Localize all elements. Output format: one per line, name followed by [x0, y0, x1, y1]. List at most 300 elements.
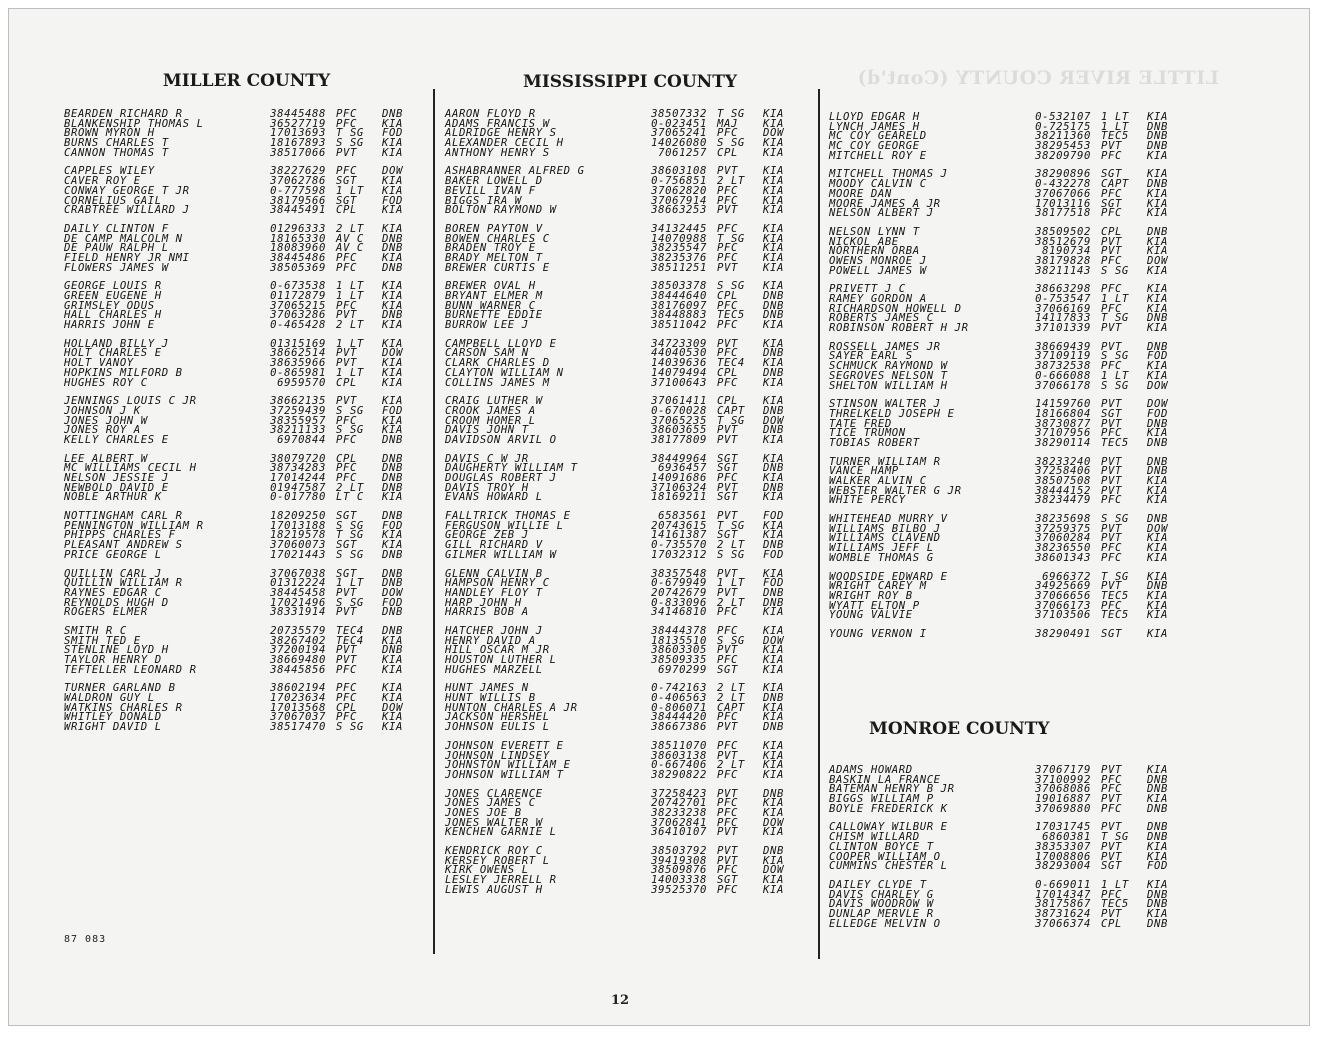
- entry-name: HUNTON CHARLES A JR: [445, 701, 578, 714]
- entry-status: DNB: [1147, 455, 1168, 468]
- entry-rank: CPL: [336, 452, 357, 465]
- entry-serial: 17013693: [270, 127, 326, 140]
- entry-serial: 38505369: [270, 261, 326, 274]
- entry-status: DNB: [382, 577, 403, 590]
- entry-serial: 37067066: [1035, 187, 1091, 200]
- entry-name: BIGGS WILLIAM P: [829, 793, 934, 806]
- entry-name: ELLEDGE MELVIN O: [829, 917, 941, 930]
- entry-status: KIA: [382, 539, 403, 552]
- entry-serial: 37066656: [1035, 589, 1091, 602]
- entry-serial: 38448883: [651, 309, 707, 322]
- roster-entry: [64, 206, 429, 216]
- entry-status: KIA: [382, 424, 403, 437]
- entry-name: BURNS CHARLES T: [64, 137, 169, 150]
- entry-name: WILLIAMS CLAVEND: [829, 532, 941, 545]
- entry-rank: PVT: [1101, 580, 1122, 593]
- entry-serial: 14026080: [651, 137, 707, 150]
- entry-serial: 01172879: [270, 290, 326, 302]
- entry-rank: PVT: [1101, 235, 1122, 248]
- roster-entry: [64, 608, 429, 618]
- entry-rank: 1 LT: [336, 366, 364, 379]
- entry-serial: 0-432278: [1035, 178, 1091, 191]
- entry-status: DNB: [763, 462, 784, 475]
- entry-name: GILL RICHARD V: [445, 539, 543, 552]
- entry-serial: 38635966: [270, 357, 326, 370]
- entry-status: KIA: [1147, 475, 1168, 487]
- entry-serial: 34132445: [651, 222, 707, 235]
- entry-name: DAVIS TROY H: [445, 481, 529, 494]
- entry-name: BRADEN TROY E: [445, 242, 536, 255]
- entry-serial: 6970844: [277, 433, 326, 446]
- entry-rank: 2 LT: [336, 481, 364, 494]
- roster-entry: [64, 146, 429, 159]
- entry-serial: 17031745: [1035, 821, 1091, 834]
- entry-serial: 38290114: [1035, 436, 1091, 449]
- entry-serial: 0-756851: [651, 175, 707, 188]
- entry-rank: 1 LT: [1101, 120, 1129, 133]
- entry-rank: TEC5: [1101, 898, 1129, 911]
- entry-name: ROSSELL JAMES JR: [829, 340, 941, 353]
- roster-entry: [445, 493, 815, 503]
- entry-rank: SGT: [336, 567, 357, 580]
- entry-rank: PVT: [717, 721, 738, 734]
- entry-name: GREEN EUGENE H: [64, 290, 162, 302]
- roster-group: [829, 627, 1199, 640]
- entry-serial: 37258423: [651, 787, 707, 800]
- entry-status: DOW: [763, 414, 784, 427]
- entry-rank: PVT: [336, 586, 357, 599]
- entry-name: SMITH R C: [64, 624, 127, 637]
- entry-status: KIA: [763, 472, 784, 484]
- roster-entry: [445, 768, 815, 781]
- roster-group: [64, 282, 429, 330]
- entry-serial: 38503378: [651, 280, 707, 293]
- entry-name: DAVIS C W JR: [445, 452, 529, 465]
- entry-status: KIA: [763, 682, 784, 695]
- document-code: 87 083: [64, 934, 107, 945]
- entry-serial: 38444378: [651, 624, 707, 637]
- entry-status: KIA: [763, 606, 784, 619]
- entry-rank: T SG: [1101, 831, 1129, 844]
- entry-name: CROOM HOMER L: [445, 414, 536, 427]
- entry-status: KIA: [1147, 264, 1168, 277]
- entry-serial: 37062786: [270, 175, 326, 188]
- entry-rank: PFC: [717, 319, 738, 332]
- roster-group: [829, 766, 1199, 814]
- entry-rank: T SG: [717, 232, 745, 245]
- entry-serial: 38295453: [1035, 140, 1091, 153]
- entry-status: DNB: [1147, 917, 1168, 930]
- entry-name: BEARDEN RICHARD R: [64, 108, 183, 120]
- entry-name: BATEMAN HENRY B JR: [829, 783, 955, 796]
- entry-name: CLARK CHARLES D: [445, 357, 550, 370]
- roster-entry: [445, 663, 815, 676]
- entry-rank: TEC5: [1101, 436, 1129, 449]
- entry-status: KIA: [382, 146, 403, 159]
- entry-serial: 37258406: [1035, 465, 1091, 478]
- entry-serial: 37066374: [1035, 917, 1091, 930]
- entry-name: FALLTRICK THOMAS E: [445, 510, 571, 523]
- entry-serial: 0-865981: [270, 366, 326, 379]
- entry-name: BRADY MELTON T: [445, 251, 543, 264]
- entry-serial: 0-406563: [651, 692, 707, 705]
- entry-serial: 37066169: [1035, 302, 1091, 315]
- entry-serial: 37065215: [270, 299, 326, 312]
- entry-serial: 0-673538: [270, 280, 326, 293]
- entry-name: CLAYTON WILLIAM N: [445, 366, 564, 379]
- entry-serial: 38227629: [270, 165, 326, 178]
- entry-status: FOD: [763, 548, 784, 561]
- entry-status: KIA: [382, 366, 403, 379]
- roster-entry: [829, 209, 1199, 219]
- entry-serial: 37066178: [1035, 379, 1091, 392]
- entry-name: NEWBOLD DAVID E: [64, 481, 169, 494]
- entry-status: DOW: [1147, 254, 1168, 267]
- entry-serial: 18219578: [270, 529, 326, 542]
- roster-group: [829, 170, 1199, 218]
- entry-status: KIA: [382, 721, 403, 734]
- entry-status: KIA: [1147, 235, 1168, 248]
- entry-name: YOUNG VALVIE: [829, 609, 913, 622]
- entry-rank: PFC: [717, 472, 738, 484]
- roster-entry: [64, 548, 429, 561]
- bleed-through-heading: LITTLE RIVER COUNTY (Cont'd): [856, 67, 1219, 89]
- entry-name: DAILY CLINTON F: [64, 222, 169, 235]
- entry-serial: 38331914: [270, 606, 326, 619]
- entry-rank: PFC: [1101, 542, 1122, 555]
- entry-status: DNB: [1147, 436, 1168, 449]
- entry-status: KIA: [763, 376, 784, 389]
- entry-name: JOHNSON LINDSEY: [445, 749, 550, 762]
- entry-rank: PFC: [1101, 599, 1122, 612]
- entry-status: KIA: [382, 395, 403, 408]
- roster-entry: [445, 548, 815, 561]
- entry-status: KIA: [763, 826, 784, 839]
- entry-rank: PFC: [1101, 551, 1122, 564]
- roster-entry: [445, 608, 815, 618]
- roster-entry: [445, 376, 815, 389]
- entry-name: GRIMSLEY ODUS: [64, 299, 155, 312]
- entry-serial: 37068086: [1035, 783, 1091, 796]
- entry-status: DNB: [763, 692, 784, 705]
- roster-entry: [829, 611, 1199, 621]
- entry-rank: PVT: [1101, 821, 1122, 834]
- entry-serial: 37106324: [651, 481, 707, 494]
- entry-rank: PVT: [336, 347, 357, 360]
- entry-serial: 14003338: [651, 874, 707, 887]
- entry-name: KENCHEN GARNIE L: [445, 826, 557, 839]
- entry-serial: 37103506: [1035, 609, 1091, 622]
- entry-name: DAVIS WOODROW W: [829, 898, 934, 911]
- entry-serial: 38290491: [1035, 627, 1091, 640]
- entry-name: NOBLE ARTHUR K: [64, 491, 162, 504]
- entry-rank: PFC: [336, 472, 357, 484]
- entry-status: DNB: [382, 433, 403, 446]
- entry-status: KIA: [763, 108, 784, 120]
- roster-entry: [64, 723, 429, 733]
- entry-status: DOW: [382, 165, 403, 178]
- entry-rank: PVT: [336, 395, 357, 408]
- entry-serial: 37259375: [1035, 522, 1091, 535]
- entry-rank: SGT: [1101, 860, 1122, 873]
- entry-status: KIA: [763, 806, 784, 819]
- entry-name: SAYER EARL S: [829, 350, 913, 363]
- entry-rank: TEC4: [336, 624, 364, 637]
- roster-group: [64, 624, 429, 676]
- entry-name: FLOWERS JAMES W: [64, 261, 169, 274]
- entry-rank: S SG: [717, 634, 745, 647]
- roster-entry: [445, 261, 815, 274]
- entry-status: FOD: [382, 127, 403, 140]
- entry-serial: 6966372: [1042, 570, 1091, 583]
- entry-status: KIA: [763, 759, 784, 772]
- roster-group: [445, 512, 815, 560]
- entry-status: DNB: [1147, 465, 1168, 478]
- entry-status: FOD: [763, 510, 784, 523]
- entry-rank: AV C: [336, 242, 364, 255]
- entry-name: LEE ALBERT W: [64, 452, 148, 465]
- entry-status: KIA: [382, 137, 403, 150]
- entry-rank: PVT: [336, 309, 357, 322]
- entry-rank: TEC4: [336, 634, 364, 647]
- entry-status: DNB: [763, 539, 784, 552]
- entry-serial: 17021443: [270, 548, 326, 561]
- entry-status: KIA: [1147, 764, 1168, 776]
- monroe-county-heading: MONROE COUNTY: [869, 719, 1050, 739]
- roster-entry: [829, 627, 1199, 640]
- entry-name: CORNELIUS GAIL: [64, 194, 162, 207]
- entry-serial: 38293004: [1035, 860, 1091, 873]
- entry-serial: 38211133: [270, 424, 326, 437]
- entry-serial: 17023634: [270, 692, 326, 705]
- entry-name: DOUGLAS ROBERT J: [445, 472, 557, 484]
- entry-serial: 39419308: [651, 854, 707, 867]
- entry-rank: S SG: [717, 280, 745, 293]
- entry-rank: CPL: [717, 395, 738, 408]
- entry-rank: 2 LT: [717, 596, 745, 609]
- entry-status: KIA: [763, 175, 784, 188]
- entry-status: KIA: [382, 299, 403, 312]
- entry-rank: MAJ: [717, 117, 738, 130]
- entry-serial: 38509502: [1035, 225, 1091, 238]
- entry-name: YOUNG VERNON I: [829, 627, 927, 640]
- entry-status: DNB: [763, 586, 784, 599]
- entry-name: JENNINGS LOUIS C JR: [64, 395, 197, 408]
- entry-status: KIA: [1147, 532, 1168, 545]
- entry-status: DNB: [382, 261, 403, 274]
- entry-serial: 17013188: [270, 519, 326, 532]
- entry-status: DNB: [1147, 898, 1168, 911]
- entry-rank: PFC: [336, 165, 357, 178]
- entry-rank: PVT: [717, 749, 738, 762]
- entry-name: LYNCH JAMES H: [829, 120, 920, 133]
- entry-rank: PVT: [717, 586, 738, 599]
- entry-name: HENRY DAVID A: [445, 634, 536, 647]
- entry-rank: S SG: [336, 519, 364, 532]
- roster-group: [445, 222, 815, 274]
- entry-status: KIA: [763, 567, 784, 580]
- entry-status: KIA: [763, 137, 784, 150]
- entry-rank: SGT: [717, 462, 738, 475]
- entry-name: GILMER WILLIAM W: [445, 548, 557, 561]
- entry-status: KIA: [763, 711, 784, 724]
- entry-rank: PFC: [717, 711, 738, 724]
- document-page: [8, 8, 1310, 1026]
- entry-serial: 17008806: [1035, 850, 1091, 863]
- entry-status: KIA: [763, 337, 784, 350]
- entry-name: ROGERS ELMER: [64, 606, 148, 619]
- entry-name: HANDLEY FLOY T: [445, 586, 543, 599]
- entry-status: KIA: [763, 165, 784, 178]
- entry-rank: PFC: [717, 768, 738, 781]
- roster-group: [64, 512, 429, 560]
- entry-status: KIA: [382, 692, 403, 705]
- entry-rank: PVT: [717, 787, 738, 800]
- entry-serial: 38175867: [1035, 898, 1091, 911]
- entry-rank: S SG: [1101, 379, 1129, 392]
- entry-serial: 17032312: [651, 548, 707, 561]
- entry-serial: 37067037: [270, 711, 326, 724]
- roster-entry: [64, 663, 429, 676]
- entry-rank: T SG: [1101, 570, 1129, 583]
- entry-status: FOD: [382, 404, 403, 417]
- entry-name: LESLEY JERRELL R: [445, 874, 557, 887]
- entry-status: DNB: [382, 242, 403, 255]
- entry-name: CHISM WILLARD: [829, 831, 920, 844]
- entry-rank: PFC: [717, 194, 738, 207]
- entry-name: TATE FRED: [829, 417, 892, 430]
- entry-status: DNB: [382, 481, 403, 494]
- entry-name: BOLTON RAYMOND W: [445, 204, 557, 217]
- entry-rank: S SG: [336, 596, 364, 609]
- roster-entry: [829, 802, 1199, 815]
- entry-name: HOLT VANOY: [64, 357, 134, 370]
- entry-serial: 18083960: [270, 242, 326, 255]
- entry-rank: PFC: [1101, 888, 1122, 901]
- entry-serial: 37065241: [651, 127, 707, 140]
- roster-group: [829, 823, 1199, 871]
- entry-status: DNB: [382, 624, 403, 637]
- entry-serial: 38511042: [651, 319, 707, 332]
- entry-rank: T SG: [336, 127, 364, 140]
- entry-serial: 38177809: [651, 433, 707, 446]
- entry-name: WHITEHEAD MURRY V: [829, 513, 948, 526]
- entry-serial: 38669439: [1035, 340, 1091, 353]
- entry-status: DNB: [382, 548, 403, 561]
- entry-rank: CPL: [717, 290, 738, 302]
- monroe-county-list: [829, 766, 1199, 938]
- entry-status: DNB: [763, 596, 784, 609]
- entry-rank: SGT: [1101, 197, 1122, 210]
- entry-serial: 38507508: [1035, 475, 1091, 487]
- entry-name: HUGHES MARZELL: [445, 663, 543, 676]
- entry-name: BREWER CURTIS E: [445, 261, 550, 274]
- entry-name: HUNT WILLIS B: [445, 692, 536, 705]
- entry-rank: PFC: [336, 251, 357, 264]
- entry-name: THRELKELD JOSEPH E: [829, 407, 955, 420]
- entry-serial: 38234479: [1035, 494, 1091, 507]
- entry-name: DUNLAP MERVLE R: [829, 907, 934, 920]
- entry-name: CALLOWAY WILBUR E: [829, 821, 948, 834]
- entry-name: GEORGE LOUIS R: [64, 280, 162, 293]
- roster-group: [445, 847, 815, 895]
- entry-status: KIA: [1147, 187, 1168, 200]
- entry-name: POWELL JAMES W: [829, 264, 927, 277]
- entry-serial: 37063286: [270, 309, 326, 322]
- entry-name: WRIGHT DAVID L: [64, 721, 162, 734]
- entry-name: EVANS HOWARD L: [445, 491, 543, 504]
- mississippi-county-list-continued: [829, 113, 1199, 649]
- entry-status: DNB: [763, 404, 784, 417]
- mississippi-county-heading: MISSISSIPPI COUNTY: [523, 72, 737, 92]
- entry-status: KIA: [1147, 293, 1168, 305]
- entry-name: JONES ROY A: [64, 424, 141, 437]
- entry-serial: 38211143: [1035, 264, 1091, 277]
- roster-entry: [829, 496, 1199, 506]
- entry-status: KIA: [1147, 850, 1168, 863]
- entry-name: DAVIS JOHN T: [445, 424, 529, 437]
- entry-name: HALL CHARLES H: [64, 309, 162, 322]
- entry-name: WEBSTER WALTER G JR: [829, 484, 962, 497]
- entry-serial: 18169211: [651, 491, 707, 504]
- entry-rank: PVT: [717, 481, 738, 494]
- entry-name: WILLIAMS BILBO J: [829, 522, 941, 535]
- roster-group: [445, 282, 815, 330]
- entry-status: FOD: [382, 194, 403, 207]
- entry-status: KIA: [382, 654, 403, 666]
- entry-rank: SGT: [717, 452, 738, 465]
- entry-serial: 0-806071: [651, 701, 707, 714]
- entry-rank: PVT: [1101, 245, 1122, 258]
- entry-name: AARON FLOYD R: [445, 108, 536, 120]
- entry-rank: PVT: [717, 424, 738, 437]
- entry-serial: 38444640: [651, 290, 707, 302]
- entry-status: KIA: [763, 644, 784, 657]
- entry-serial: 38734283: [270, 462, 326, 475]
- entry-status: KIA: [382, 529, 403, 542]
- entry-serial: 38445486: [270, 251, 326, 264]
- entry-rank: PFC: [717, 624, 738, 637]
- entry-status: KIA: [763, 222, 784, 235]
- entry-serial: 38209790: [1035, 149, 1091, 162]
- entry-rank: TEC5: [1101, 609, 1129, 622]
- entry-status: KIA: [763, 491, 784, 504]
- entry-rank: SGT: [336, 175, 357, 188]
- entry-name: ADAMS FRANCIS W: [445, 117, 550, 130]
- entry-serial: 14039636: [651, 357, 707, 370]
- entry-serial: 38357548: [651, 567, 707, 580]
- entry-name: JOHNSON WILLIAM T: [445, 768, 564, 781]
- entry-serial: 0-017780: [270, 491, 326, 504]
- entry-rank: CAPT: [717, 404, 745, 417]
- entry-rank: PFC: [336, 682, 357, 695]
- entry-rank: PVT: [1101, 522, 1122, 535]
- entry-rank: PVT: [1101, 907, 1122, 920]
- entry-status: KIA: [382, 682, 403, 695]
- entry-rank: PFC: [717, 222, 738, 235]
- entry-serial: 14079494: [651, 366, 707, 379]
- entry-rank: PVT: [1101, 532, 1122, 545]
- entry-serial: 38517470: [270, 721, 326, 734]
- entry-name: PENNINGTON WILLIAM R: [64, 519, 204, 532]
- roster-entry: [829, 862, 1199, 872]
- entry-serial: 38512679: [1035, 235, 1091, 248]
- entry-name: NOTTINGHAM CARL R: [64, 510, 183, 523]
- entry-status: DNB: [763, 290, 784, 302]
- entry-rank: PVT: [717, 165, 738, 178]
- entry-rank: 1 LT: [1101, 293, 1129, 305]
- entry-serial: 38511251: [651, 261, 707, 274]
